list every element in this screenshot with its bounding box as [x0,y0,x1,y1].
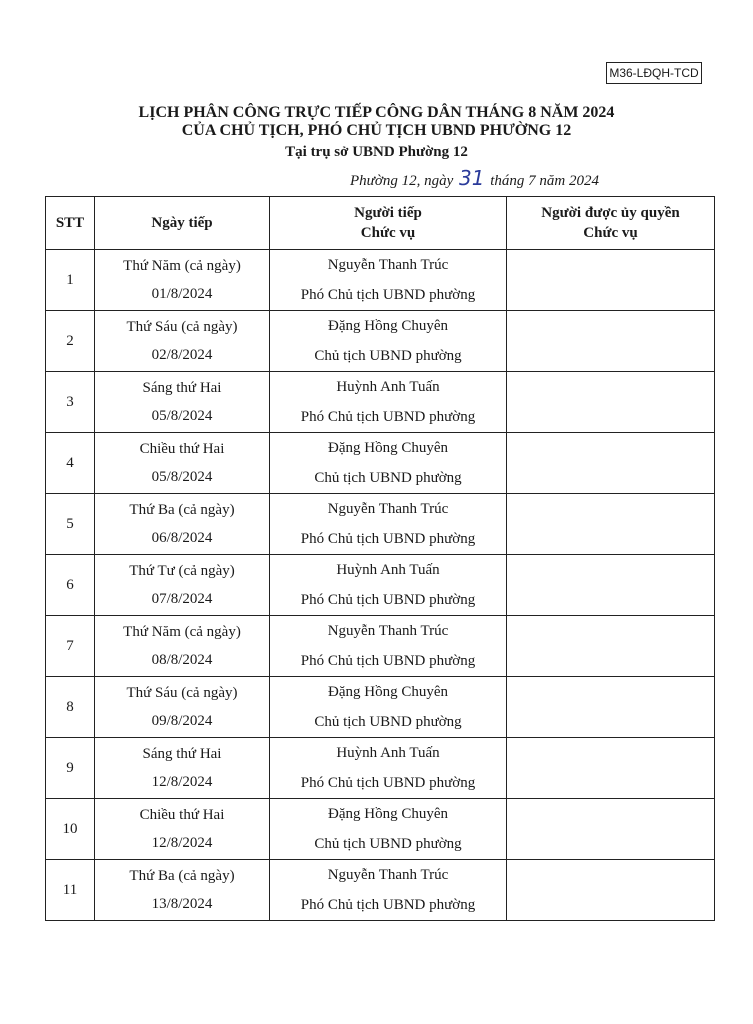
row-person-name: Nguyễn Thanh Trúc [327,257,449,273]
header-person-role: Chức vụ [360,225,416,241]
row-person-name: Nguyễn Thanh Trúc [327,623,449,639]
row-day: Thứ Sáu (cả ngày) [126,685,238,701]
row-delegate-cell [507,494,715,555]
row-date: 06/8/2024 [151,530,213,546]
row-person-cell [270,433,507,494]
row-person-role: Chủ tịch UBND phường [314,714,462,730]
row-day: Thứ Năm (cả ngày) [123,258,241,274]
row-person-name: Đặng Hồng Chuyên [328,318,448,334]
row-day-cell [95,494,270,555]
row-person-cell [270,799,507,860]
header-stt: STT [46,197,95,250]
row-person-cell [270,311,507,372]
row-person-role: Phó Chủ tịch UBND phường [300,531,476,547]
row-day: Sáng thứ Hai [142,746,222,762]
row-person-cell [270,555,507,616]
row-person-role: Chủ tịch UBND phường [314,836,462,852]
form-code: M36-LĐQH-TCD [609,66,699,80]
row-stt: 6 [46,555,95,616]
table-row [46,860,715,921]
row-delegate-cell [507,616,715,677]
row-delegate-cell [507,555,715,616]
row-day-cell [95,799,270,860]
row-person-name: Huỳnh Anh Tuấn [336,562,440,578]
row-person-cell [270,860,507,921]
row-delegate-cell [507,799,715,860]
row-delegate-cell [507,677,715,738]
row-person-cell [270,677,507,738]
row-day: Thứ Năm (cả ngày) [123,624,241,640]
row-person-role: Chủ tịch UBND phường [314,348,462,364]
row-stt: 5 [46,494,95,555]
document-title: LỊCH PHÂN CÔNG TRỰC TIẾP CÔNG DÂN THÁNG 8 NĂM 2024 [138,104,615,121]
row-person-role: Phó Chủ tịch UBND phường [300,409,476,425]
header-day: Ngày tiếp [95,197,270,250]
row-day-cell [95,616,270,677]
row-person-role: Phó Chủ tịch UBND phường [300,287,476,303]
row-day-cell [95,860,270,921]
handwritten-day: 31 [459,166,485,190]
row-person-cell [270,494,507,555]
row-date: 09/8/2024 [151,713,213,729]
row-person-name: Nguyễn Thanh Trúc [327,501,449,517]
row-person-cell [270,738,507,799]
row-day: Thứ Tư (cả ngày) [129,563,235,579]
row-delegate-cell [507,311,715,372]
row-stt: 9 [46,738,95,799]
table-row [46,250,715,311]
row-person-role: Phó Chủ tịch UBND phường [300,897,476,913]
row-day-cell [95,433,270,494]
date-suffix: tháng 7 năm 2024 [490,173,599,189]
row-person-name: Đặng Hồng Chuyên [328,440,448,456]
row-delegate-cell [507,433,715,494]
row-date: 05/8/2024 [151,469,213,485]
row-day: Thứ Sáu (cả ngày) [126,319,238,335]
row-person-name: Huỳnh Anh Tuấn [336,379,440,395]
row-person-name: Đặng Hồng Chuyên [328,806,448,822]
row-stt: 4 [46,433,95,494]
table-row [46,433,715,494]
row-date: 07/8/2024 [151,591,213,607]
document-subtitle: CỦA CHỦ TỊCH, PHÓ CHỦ TỊCH UBND PHƯỜNG 12 [181,122,572,139]
row-day-cell [95,738,270,799]
table-row [46,616,715,677]
header-delegate-name: Người được ủy quyền [541,205,680,221]
row-person-role: Chủ tịch UBND phường [314,470,462,486]
row-day-cell [95,311,270,372]
row-date: 13/8/2024 [151,896,213,912]
row-date: 12/8/2024 [151,774,213,790]
row-delegate-cell [507,250,715,311]
row-stt: 11 [46,860,95,921]
date-line [350,166,599,190]
header-person-name: Người tiếp [354,205,422,221]
row-delegate-cell [507,372,715,433]
row-day: Sáng thứ Hai [142,380,222,396]
row-day: Chiều thứ Hai [139,441,225,457]
location-line: Tại trụ sở UBND Phường 12 [285,144,468,160]
row-stt: 8 [46,677,95,738]
row-stt: 2 [46,311,95,372]
row-day: Chiều thứ Hai [139,807,225,823]
row-stt: 1 [46,250,95,311]
row-person-role: Phó Chủ tịch UBND phường [300,592,476,608]
row-day-cell [95,250,270,311]
row-stt: 3 [46,372,95,433]
header-person [270,197,507,250]
table-row [46,677,715,738]
table-row [46,738,715,799]
row-delegate-cell [507,738,715,799]
row-stt: 10 [46,799,95,860]
row-day-cell [95,372,270,433]
row-person-cell [270,250,507,311]
row-date: 12/8/2024 [151,835,213,851]
table-row [46,311,715,372]
table-row [46,372,715,433]
row-date: 08/8/2024 [151,652,213,668]
row-day-cell [95,677,270,738]
row-delegate-cell [507,860,715,921]
row-person-cell [270,372,507,433]
row-person-role: Phó Chủ tịch UBND phường [300,653,476,669]
table-header-row [46,197,715,250]
table-row [46,799,715,860]
row-stt: 7 [46,616,95,677]
row-person-name: Huỳnh Anh Tuấn [336,745,440,761]
header-delegate-role: Chức vụ [583,225,638,241]
schedule-table [45,196,715,921]
row-day-cell [95,555,270,616]
row-date: 02/8/2024 [151,347,213,363]
row-date: 01/8/2024 [151,286,213,302]
header-delegate [507,197,715,250]
row-person-name: Nguyễn Thanh Trúc [327,867,449,883]
row-person-name: Đặng Hồng Chuyên [328,684,448,700]
row-day: Thứ Ba (cả ngày) [129,502,235,518]
date-prefix: Phường 12, ngày [350,173,454,189]
row-day: Thứ Ba (cả ngày) [129,868,235,884]
row-person-role: Phó Chủ tịch UBND phường [300,775,476,791]
table-row [46,555,715,616]
form-code-box [606,62,702,84]
row-date: 05/8/2024 [151,408,213,424]
row-person-cell [270,616,507,677]
table-row [46,494,715,555]
